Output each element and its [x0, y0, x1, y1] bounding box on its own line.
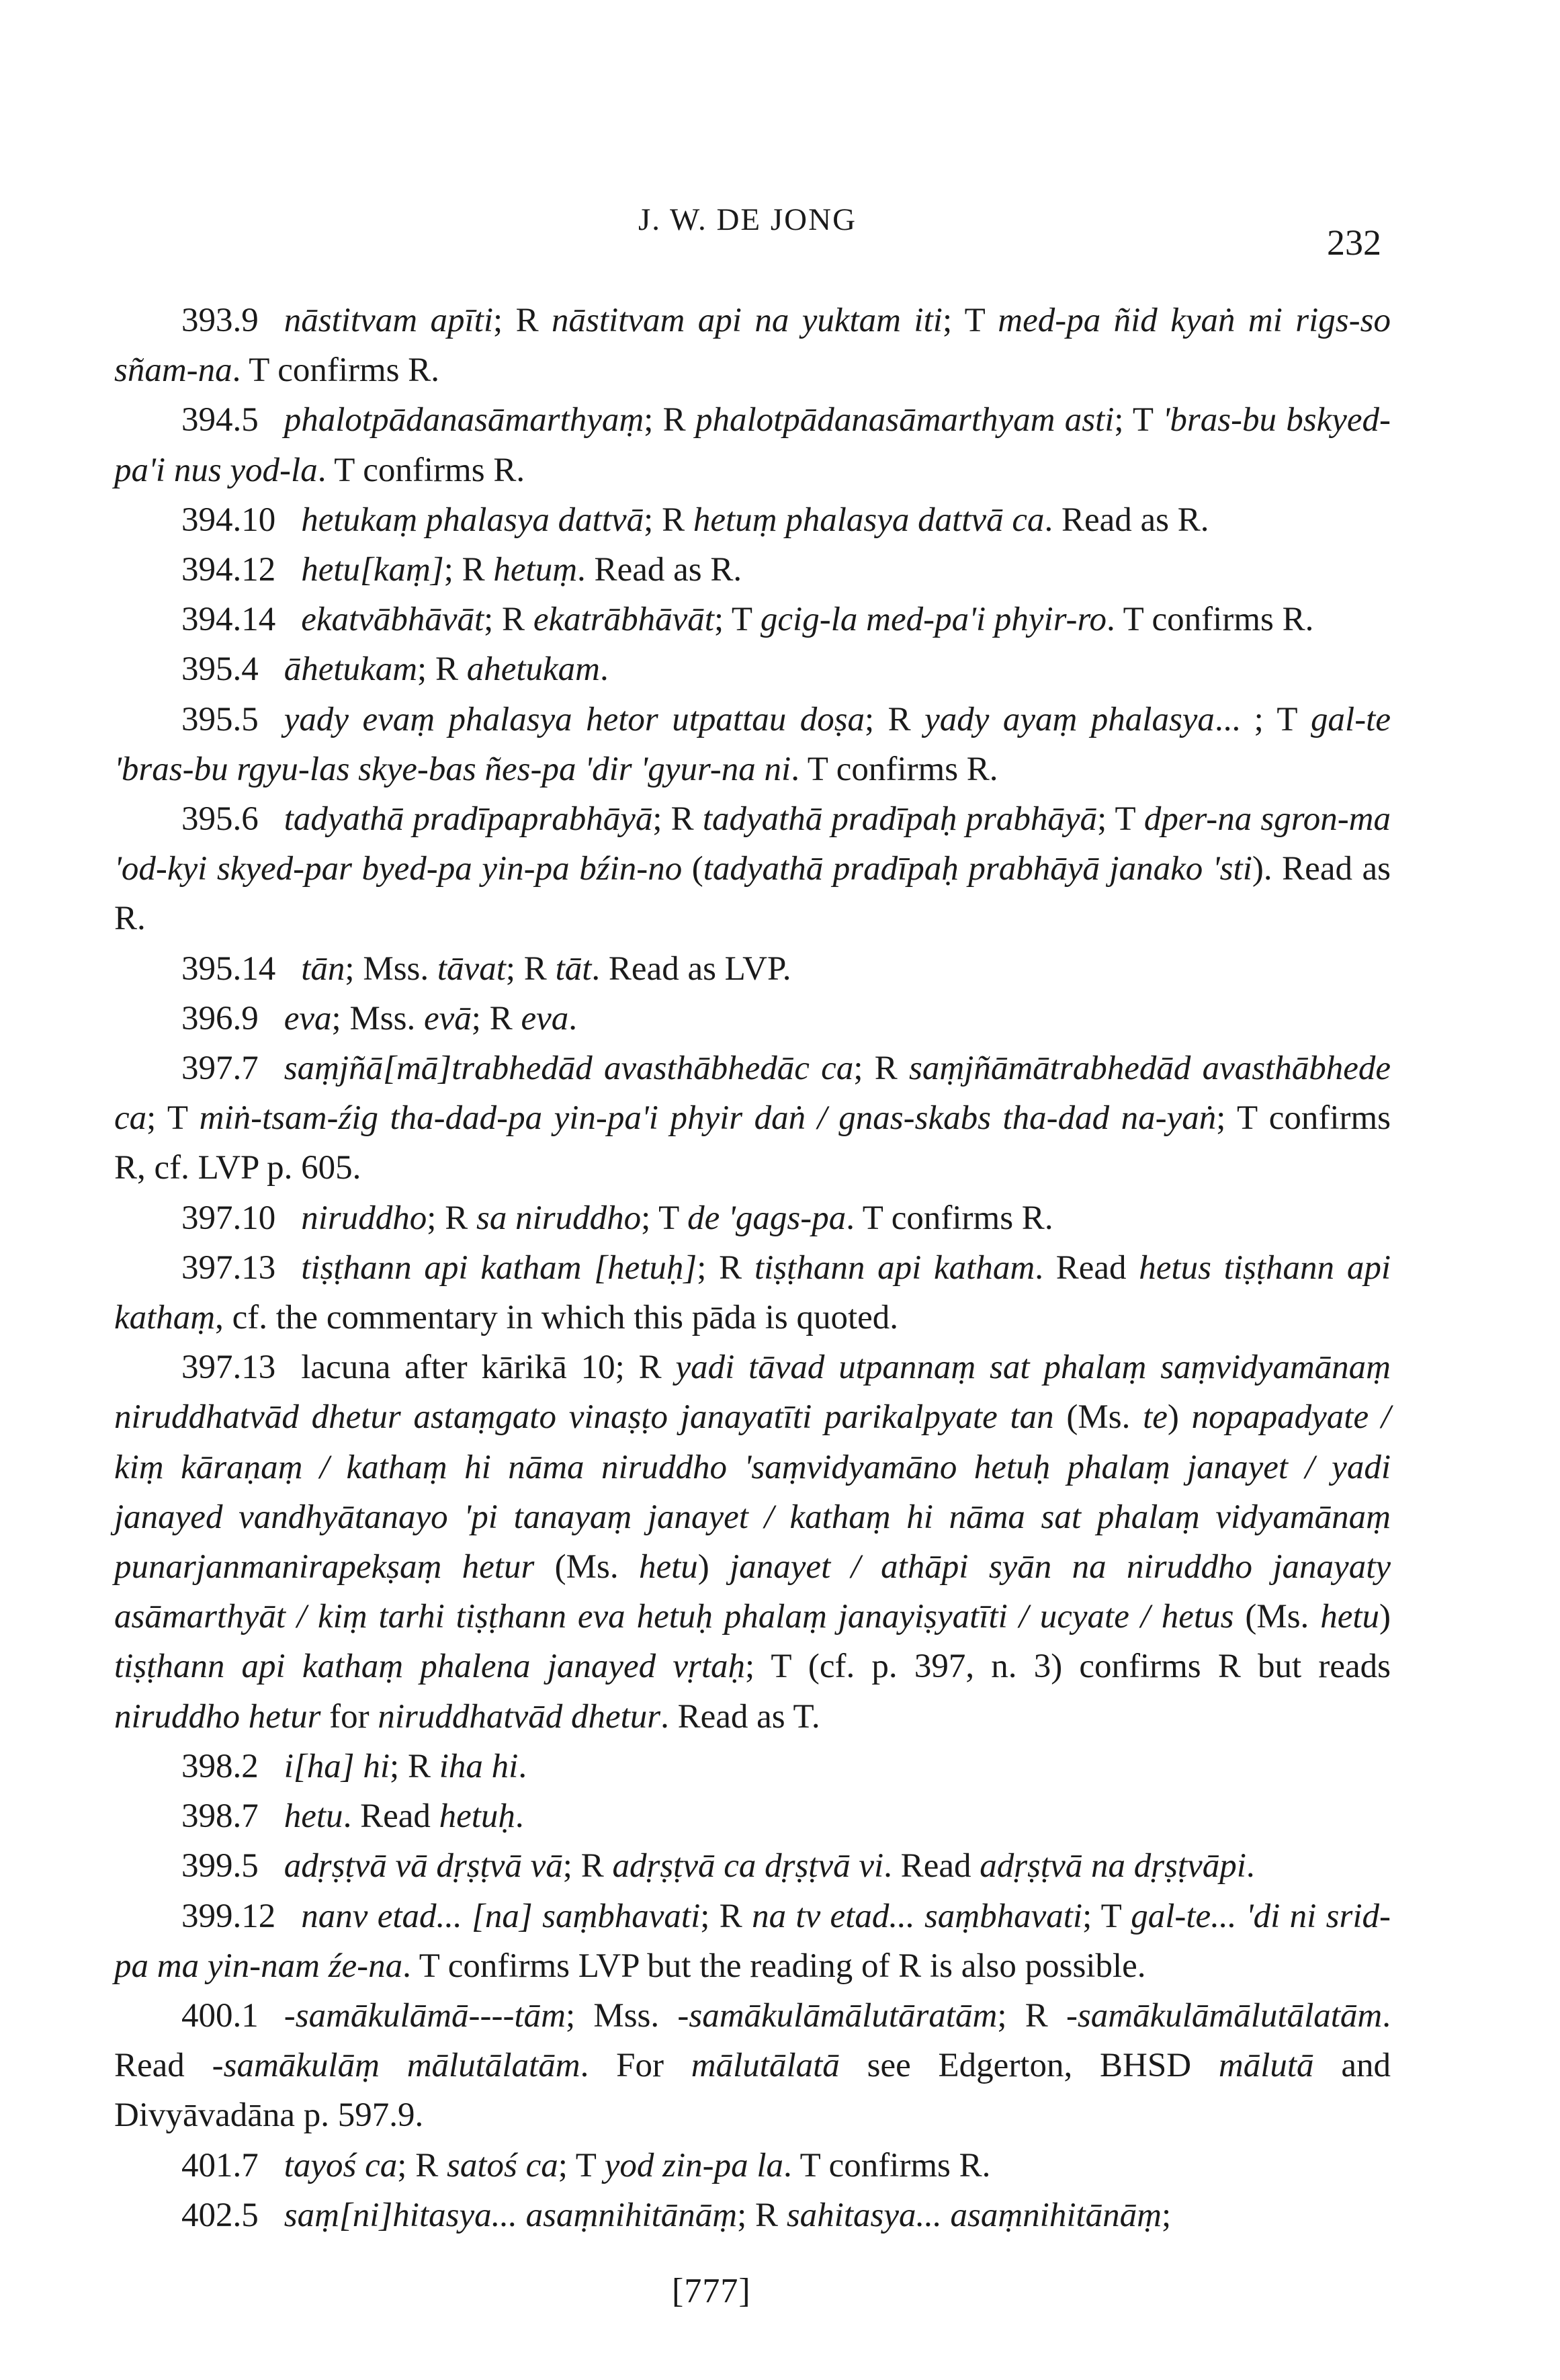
note-reading: hetu	[1320, 1598, 1380, 1636]
note-comment: . T confirms R.	[791, 750, 998, 788]
note-comment: )	[1167, 1398, 1192, 1437]
note-comment: ; Mss.	[331, 999, 424, 1037]
note-reference: 402.5	[181, 2196, 259, 2234]
note-comment: ; T (cf. p. 397, n. 3) confirms R but reads	[745, 1648, 1391, 1686]
note-comment: ; R	[700, 1897, 752, 1935]
note-reading: ahetukam	[466, 650, 600, 689]
note-reading: gal-te... 'di ni srid-pa ma yin-nam źe-na	[114, 1897, 1391, 1985]
note-comment: . T confirms R.	[317, 451, 525, 489]
critical-notes-body	[114, 296, 1391, 2240]
note-comment: . T confirms R.	[1106, 601, 1314, 639]
note-reference: 399.5	[181, 1847, 259, 1885]
note-reference: 397.10	[181, 1199, 276, 1237]
note-reading: phalotpādanasāmarthyaṃ	[284, 401, 644, 439]
note-reading: eva	[284, 999, 332, 1037]
note-comment: (Ms.	[1233, 1598, 1321, 1636]
note-comment: ; T	[1097, 800, 1144, 839]
note-comment: , cf. the commentary in which this pāda is quoted.	[215, 1299, 899, 1337]
note-reading: hetu	[284, 1797, 343, 1836]
note-comment: . Read	[343, 1797, 439, 1836]
note-reading: tadyathā pradīpaḥ prabhāyā	[702, 800, 1098, 839]
note-comment: ; R	[853, 1050, 909, 1088]
note-reading: -samākulāṃ mālutālatām	[212, 2047, 580, 2085]
note-reading: hetuḥ	[439, 1797, 515, 1836]
note-entry	[114, 944, 1391, 994]
note-entry	[114, 1044, 1391, 1193]
note-reference: 394.12	[181, 551, 276, 589]
note-entry	[114, 545, 1391, 595]
note-comment: (Ms.	[1053, 1398, 1143, 1437]
note-reading: sahitasya... asaṃnihitānāṃ	[786, 2196, 1162, 2234]
note-reference: 398.2	[181, 1747, 259, 1785]
note-comment: ; R	[493, 302, 552, 339]
note-reading: phalotpādanasāmarthyam asti	[695, 401, 1115, 439]
note-reference: 395.6	[181, 800, 259, 839]
note-entry	[114, 1791, 1391, 1841]
note-comment: ; R	[505, 949, 556, 988]
note-reading: eva	[521, 999, 569, 1037]
note-reading: nanv etad... [na] saṃbhavati	[301, 1897, 701, 1935]
note-reading: tāvat	[437, 949, 506, 988]
note-entry	[114, 1892, 1391, 1991]
note-reading: hetu[kaṃ]	[301, 551, 444, 589]
note-reference: 397.13	[181, 1248, 276, 1287]
note-comment: for	[320, 1697, 378, 1736]
note-reading: iha hi	[439, 1747, 519, 1785]
note-entry	[114, 1243, 1391, 1343]
note-entry	[114, 395, 1391, 495]
note-reading: niruddho	[301, 1199, 427, 1237]
note-reading: yadi tāvad utpannaṃ sat phalaṃ saṃvidyamānaṃ niruddhatvād dhetur astaṃgato vinaṣṭo janayatīti parikalpyate tan	[114, 1349, 1391, 1437]
note-reference: 397.7	[181, 1050, 259, 1088]
note-comment: ; R	[644, 501, 693, 539]
note-reference: 395.14	[181, 949, 276, 988]
note-reading: yady evaṃ phalasya hetor utpattau doṣa	[284, 700, 865, 738]
note-comment: . Read as R.	[577, 551, 742, 589]
note-comment: (Ms.	[534, 1548, 639, 1586]
note-comment: ;	[1162, 2196, 1172, 2234]
note-entry	[114, 1841, 1391, 1891]
note-reading: nopapadyate / kiṃ kāraṇaṃ / kathaṃ hi nāma niruddho 'saṃvidyamāno hetuḥ phalaṃ janayet / yadi janayed vandhyātanayo 'pi tanayaṃ janayet / kathaṃ hi nāma sat phalaṃ vidyamānaṃ punarjanmanirapekṣaṃ hetur	[114, 1398, 1391, 1586]
note-comment: . Read as R.	[1044, 501, 1209, 539]
note-comment: . For	[580, 2047, 691, 2085]
note-reading: ekatvābhāvāt	[301, 601, 484, 639]
note-entry	[114, 2141, 1391, 2191]
note-comment: ; R	[644, 401, 695, 439]
note-comment: ; T	[558, 2146, 605, 2184]
note-reading: yady ayaṃ phalasya	[924, 700, 1215, 738]
note-entry	[114, 994, 1391, 1044]
note-reading: tān	[301, 949, 345, 988]
note-reference: 394.5	[181, 401, 259, 439]
note-reading: hetuṃ	[493, 551, 578, 589]
note-reading: gcig-la med-pa'i phyir-ro	[760, 601, 1107, 639]
note-comment: )	[697, 1548, 730, 1586]
note-reading: med-pa ñid kyaṅ mi rigs-so sñam-na	[114, 302, 1391, 390]
note-comment: . Read	[883, 1847, 980, 1885]
note-reading: niruddho hetur	[114, 1697, 321, 1736]
note-comment: ; T	[713, 601, 761, 639]
note-comment: ; T	[1114, 401, 1163, 439]
note-comment: ; R	[397, 2146, 447, 2184]
note-comment: (	[682, 850, 703, 888]
note-reading: mālutā	[1218, 2047, 1314, 2085]
note-reading: tiṣṭhann api katham	[754, 1248, 1035, 1287]
note-comment: . Read	[1035, 1248, 1139, 1287]
note-reading: tāt	[555, 949, 592, 988]
note-comment: ; T	[942, 302, 998, 339]
note-reading: āhetukam	[284, 650, 418, 689]
note-comment: . Read as LVP.	[591, 949, 791, 988]
note-comment: ; R	[471, 999, 521, 1037]
note-reference: 394.10	[181, 501, 276, 539]
note-comment: ; T	[641, 1199, 688, 1237]
note-comment: ). Read as R.	[114, 850, 1391, 938]
note-entry	[114, 794, 1391, 944]
note-comment: .	[600, 650, 609, 689]
note-entry	[114, 296, 1391, 395]
folio-number: [777]	[672, 2272, 751, 2310]
note-comment: ; T	[146, 1099, 200, 1138]
note-comment: . T confirms LVP but the reading of R is also possible.	[402, 1947, 1146, 1985]
note-comment: . T confirms R.	[783, 2146, 991, 2184]
note-comment: ; T	[1082, 1897, 1131, 1935]
note-entry	[114, 1343, 1391, 1742]
note-reading: na tv etad... saṃbhavati	[752, 1897, 1083, 1935]
note-reading: miṅ-tsam-źig tha-dad-pa yin-pa'i phyir daṅ / gnas-skabs tha-dad na-yaṅ	[199, 1099, 1217, 1138]
note-reading: -samākulāmālutāratām	[677, 1996, 998, 2035]
note-entry	[114, 1742, 1391, 1791]
note-reference: 394.14	[181, 601, 276, 639]
note-reading: 'bras-bu bskyed-pa'i nus yod-la	[114, 401, 1391, 489]
note-reference: 395.5	[181, 700, 259, 738]
note-reading: satoś ca	[446, 2146, 558, 2184]
note-reading: saṃjñāmātrabhedād avasthābhede ca	[114, 1050, 1391, 1138]
note-reading: hetus tiṣṭhann api kathaṃ	[114, 1248, 1391, 1337]
note-reading: saṃjñā[mā]trabhedād avasthābhedāc ca	[284, 1050, 854, 1088]
note-reading: hetukaṃ phalasya dattvā	[301, 501, 644, 539]
note-comment: . Read	[114, 1996, 1391, 2085]
note-reference: 397.13	[181, 1349, 276, 1387]
note-reading: tadyathā pradīpaprabhāyā	[284, 800, 653, 839]
note-reading: nāstitvam apīti	[284, 302, 493, 339]
note-entry	[114, 495, 1391, 545]
note-reading: gal-te 'bras-bu rgyu-las skye-bas ñes-pa 'dir 'gyur-na ni	[114, 700, 1391, 788]
running-head: J. W. DE JONG	[638, 202, 857, 237]
note-reading: niruddhatvād dhetur	[378, 1697, 661, 1736]
note-reading: hetuṃ phalasya dattvā ca	[693, 501, 1045, 539]
note-comment: ; R	[390, 1747, 439, 1785]
note-reading: de 'gags-pa	[687, 1199, 847, 1237]
note-comment: ; R	[697, 1248, 754, 1287]
note-comment: lacuna after kārikā 10; R	[301, 1349, 676, 1387]
note-entry	[114, 2191, 1391, 2240]
note-comment: ; R	[652, 800, 703, 839]
note-comment: ; R	[737, 2196, 787, 2234]
note-reading: adṛṣṭvā vā dṛṣṭvā vā	[284, 1847, 563, 1885]
note-reference: 396.9	[181, 999, 259, 1037]
note-comment: ; R	[562, 1847, 613, 1885]
note-comment: see Edgerton, BHSD	[839, 2047, 1219, 2085]
note-reading: i[ha] hi	[284, 1747, 390, 1785]
note-comment: .	[518, 1747, 527, 1785]
note-comment: . T confirms R.	[846, 1199, 1053, 1237]
note-comment: and Divyāvadāna p. 597.9.	[114, 2047, 1391, 2135]
note-reading: -samākulāmālutālatām	[1066, 1996, 1383, 2035]
note-reference: 398.7	[181, 1797, 259, 1836]
note-comment: ; R	[443, 551, 494, 589]
note-reference: 400.1	[181, 1996, 259, 2035]
note-comment: ; Mss.	[345, 949, 437, 988]
note-comment: .	[1246, 1847, 1255, 1885]
note-reading: janayet / athāpi syān na niruddho janayaty asāmarthyāt / kiṃ tarhi tiṣṭhann eva hetuḥ phalaṃ janayiṣyatīti / ucyate / hetus	[114, 1548, 1391, 1636]
note-reading: sa niruddho	[476, 1199, 642, 1237]
note-reading: -samākulāmā----tām	[284, 1996, 566, 2035]
note-comment: ; R	[997, 1996, 1066, 2035]
note-reading: tayoś ca	[284, 2146, 398, 2184]
note-reference: 399.12	[181, 1897, 276, 1935]
note-comment: .	[515, 1797, 524, 1836]
note-reference: 393.9	[181, 302, 259, 339]
note-entry	[114, 1193, 1391, 1243]
note-reading: yod zin-pa la	[604, 2146, 784, 2184]
note-comment: ; Mss.	[565, 1996, 678, 2035]
note-entry	[114, 595, 1391, 644]
note-entry	[114, 644, 1391, 694]
note-comment: ; T confirms R, cf. LVP p. 605.	[114, 1099, 1391, 1187]
note-reading: mālutālatā	[691, 2047, 840, 2085]
note-comment: . T confirms R.	[232, 351, 440, 390]
note-reading: te	[1143, 1398, 1168, 1437]
page-number: 232	[1327, 222, 1381, 263]
note-reading: dper-na sgron-ma 'od-kyi skyed-par byed-pa yin-pa bźin-no	[114, 800, 1391, 888]
note-comment: ; R	[427, 1199, 476, 1237]
note-comment: ; R	[484, 601, 533, 639]
note-reading: hetu	[638, 1548, 698, 1586]
note-comment: .	[568, 999, 577, 1037]
note-reading: evā	[424, 999, 472, 1037]
note-comment: ; R	[417, 650, 467, 689]
note-comment: ; R	[865, 700, 925, 738]
note-entry	[114, 1991, 1391, 2141]
note-reading: saṃ[ni]hitasya... asaṃnihitānāṃ	[284, 2196, 738, 2234]
note-reading: ekatrābhāvāt	[533, 601, 714, 639]
note-entry	[114, 695, 1391, 794]
note-reading: adṛṣṭvā na dṛṣṭvāpi	[980, 1847, 1246, 1885]
note-reading: adṛṣṭvā ca dṛṣṭvā vi	[612, 1847, 884, 1885]
note-reading: tiṣṭhann api kathaṃ phalena janayed vṛtaḥ	[114, 1648, 745, 1686]
note-reading: tadyathā pradīpaḥ prabhāyā janako 'sti	[703, 850, 1252, 888]
note-comment: ... ; T	[1214, 700, 1311, 738]
note-comment: . Read as T.	[660, 1697, 820, 1736]
note-comment: )	[1379, 1598, 1391, 1636]
note-reading: tiṣṭhann api katham [hetuḥ]	[301, 1248, 697, 1287]
note-reference: 401.7	[181, 2146, 259, 2184]
note-reading: nāstitvam api na yuktam iti	[552, 302, 943, 339]
note-reference: 395.4	[181, 650, 259, 689]
